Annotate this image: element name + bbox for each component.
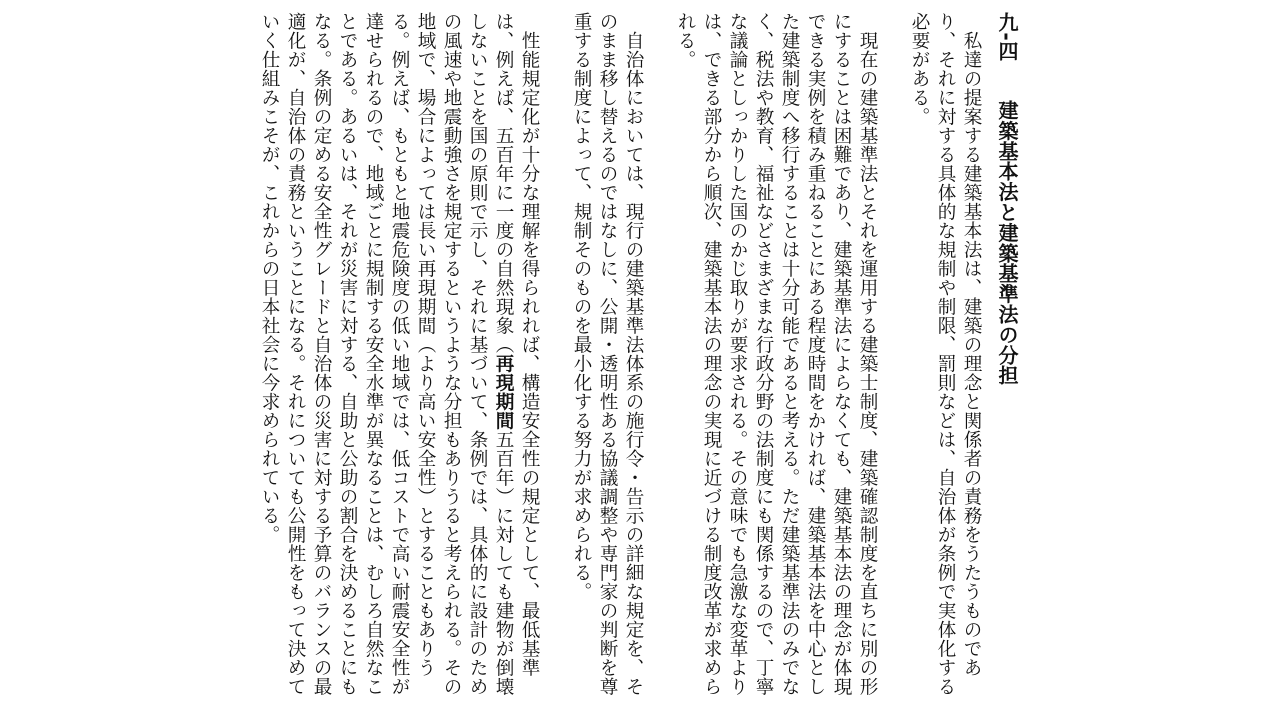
- section-heading: [994, 12, 1020, 712]
- document-page: [259, 12, 1020, 712]
- paragraph-2: 現在の建築基準法とそれを運用する建築士制度、建築確認制度を直ちに別の形にすることは困難であり、建築基準法によらなくても、建築基本法の理念が体現できる実例を積み重ねることにある程度時間をかければ、建築基本法を中心とした建築制度へ移行することは十分可能であると考える。ただ建築基準法のみでなく、税法や教育、福祉などさまざまな行政分野の法制度にも関係するので、丁寧な議論としっかりした国のかじ取りが要求される。その意味でも急激な変革よりは、できる部分から順次、建築基本法の理念の実現に近づける制度改革が求められる。: [675, 12, 878, 696]
- paragraph-4: [256, 12, 542, 712]
- paragraph-4-bold-term: 再現期間: [493, 354, 514, 430]
- section-title: 建築基本法と建築基準法の分担: [995, 99, 1019, 386]
- paragraph-4-part-2: 五百年）に対しても建物が倒壊しないことを国の原則で示し、それに基づいて、条例では、具体的に設計のための風速や地震動強さを規定するというような分担もありうると考えられる。その地域で、場合によっては長い再現期間（より高い安全性）とすることもありうる。例えば、もともと地震危険度の低い地域では、低コストで高い耐震安全性が達せられるので、地域ごとに規制する安全水準が異なることは、むしろ自然なことである。あるいは、それが災害に対する、自助と公助の割合を決めることにもなる。条例の定める安全性グレードと自治体の災害に対する予算のバランスの最適化が、自治体の責務ということになる。それについても公開性をもって決めていく仕組みこそが、これからの日本社会に今求められている。: [259, 12, 514, 696]
- paragraph-1: 私達の提案する建築基本法は、建築の理念と関係者の責務をうたうものであり、それに対する具体的な規制や制限、罰則などは、自治体が条例で実体化する必要がある。: [909, 12, 982, 696]
- paragraph-4-part-1: 性能規定化が十分な理解を得られれば、構造安全性の規定として、最低基準は、例えば、五百年に一度の自然現象（: [493, 12, 540, 677]
- heading-spacer: [995, 80, 1019, 100]
- section-number: 九-四: [995, 12, 1019, 62]
- paragraph-3: 自治体においては、現行の建築基準法体系の施行令・告示の詳細な規定を、そのまま移し替えるのではなしに、公開・透明性ある協議調整や専門家の判断を尊重する制度によって、規制そのものを最小化する努力が求められる。: [571, 12, 644, 696]
